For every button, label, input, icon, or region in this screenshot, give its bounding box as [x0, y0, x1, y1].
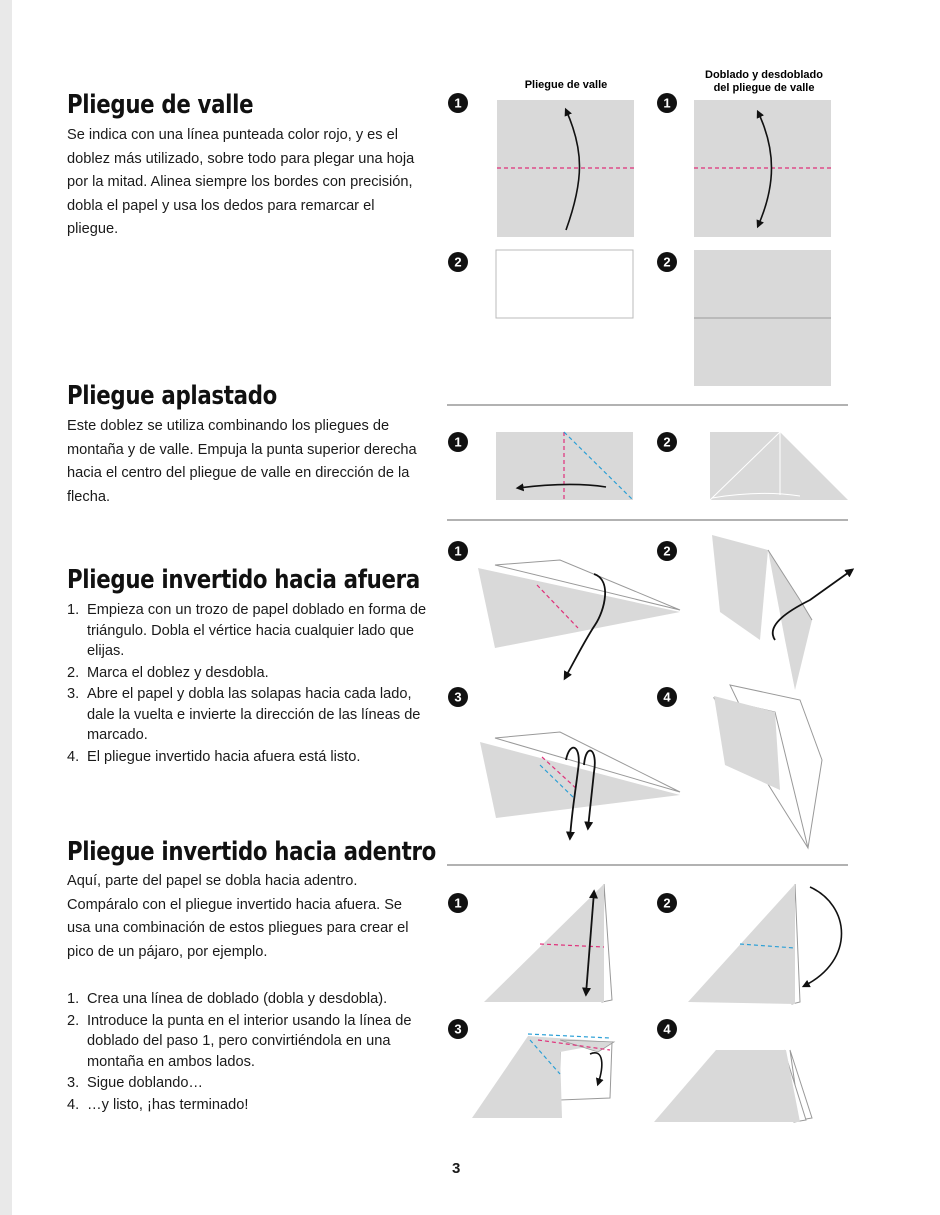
header-fold-unfold-line1: Doblado y desdoblado	[705, 69, 823, 81]
title-outside-reverse-fold: Pliegue invertido hacia afuera	[67, 565, 420, 595]
header-valley-fold: Pliegue de valle	[524, 79, 608, 91]
diagram-inside-reverse-step1	[448, 884, 612, 1002]
page-number: 3	[452, 1160, 461, 1177]
list-item: 4. …y listo, ¡has terminado!	[67, 1096, 249, 1113]
step-badge: 1	[454, 95, 462, 111]
body-squash-fold: Este doblez se utiliza combinando los pliegues de montaña y de valle. Empuja la punta superior derecha hacia el centro del pliegue de valle en dirección de la flecha.	[67, 418, 417, 505]
header-fold-unfold-line2: del pliegue de valle	[713, 82, 815, 94]
step-badge: 2	[663, 254, 671, 270]
title-squash-fold: Pliegue aplastado	[67, 381, 277, 411]
diagram-inside-reverse-step2	[657, 884, 842, 1004]
diagram-fold-unfold-step2	[657, 250, 831, 386]
diagram-inside-reverse-step3	[448, 1019, 614, 1118]
list-item: 4. El pliegue invertido hacia afuera está listo.	[67, 748, 361, 765]
list-item: 1. Empieza con un trozo de papel doblado en forma de triángulo. Dobla el vértice hacia cualquier lado que elijas.	[67, 602, 427, 659]
step-badge: 2	[663, 543, 671, 559]
diagram-outside-reverse-step2	[657, 535, 852, 690]
diagram-outside-reverse-step3	[448, 687, 680, 838]
list-item: 2. Introduce la punta en el interior usando la línea de doblado del paso 1, pero convirtiéndola en una montaña en ambos lados.	[67, 1012, 412, 1070]
step-badge: 3	[454, 1021, 462, 1037]
diagram-fold-unfold-step1	[657, 93, 831, 237]
step-badge: 1	[663, 95, 671, 111]
step-badge: 4	[663, 689, 671, 705]
body-valley-fold: Se indica con una línea punteada color rojo, y es el doblez más utilizado, sobre todo para plegar una hoja por la mitad. Alinea siempre los bordes con precisión, dobla el papel y usa los dedos para remarcar el pliegue.	[67, 127, 415, 237]
step-badge: 3	[454, 689, 462, 705]
step-badge: 2	[663, 895, 671, 911]
fold-arrow	[804, 887, 842, 986]
diagram-inside-reverse-step4	[654, 1019, 812, 1122]
list-item: 3. Sigue doblando…	[67, 1075, 204, 1091]
step-badge: 2	[663, 434, 671, 450]
body-inside-reverse-fold: Aquí, parte del papel se dobla hacia adentro. Compáralo con el pliegue invertido hacia afuera. Se usa una combinación de estos pliegues para crear el pico de un pájaro, por ejemplo.	[67, 873, 409, 960]
diagram-valley-step2	[448, 250, 633, 318]
step-badge: 2	[454, 254, 462, 270]
diagram-squash-step1	[448, 432, 633, 500]
diagram-outside-reverse-step1	[448, 541, 680, 678]
title-inside-reverse-fold: Pliegue invertido hacia adentro	[67, 837, 437, 867]
diagram-outside-reverse-step4	[657, 685, 822, 848]
step-badge: 1	[454, 895, 462, 911]
diagram-valley-step1	[448, 93, 634, 237]
step-badge: 4	[663, 1021, 671, 1037]
list-item: 3. Abre el papel y dobla las solapas hacia cada lado, dale la vuelta e invierte la dirección de las líneas de marcado.	[67, 686, 421, 743]
step-badge: 1	[454, 543, 462, 559]
step-badge: 1	[454, 434, 462, 450]
list-item: 2. Marca el doblez y desdobla.	[67, 664, 269, 681]
diagram-squash-step2	[657, 432, 848, 500]
title-valley-fold: Pliegue de valle	[67, 90, 254, 120]
list-item: 1. Crea una línea de doblado (dobla y desdobla).	[67, 991, 388, 1007]
